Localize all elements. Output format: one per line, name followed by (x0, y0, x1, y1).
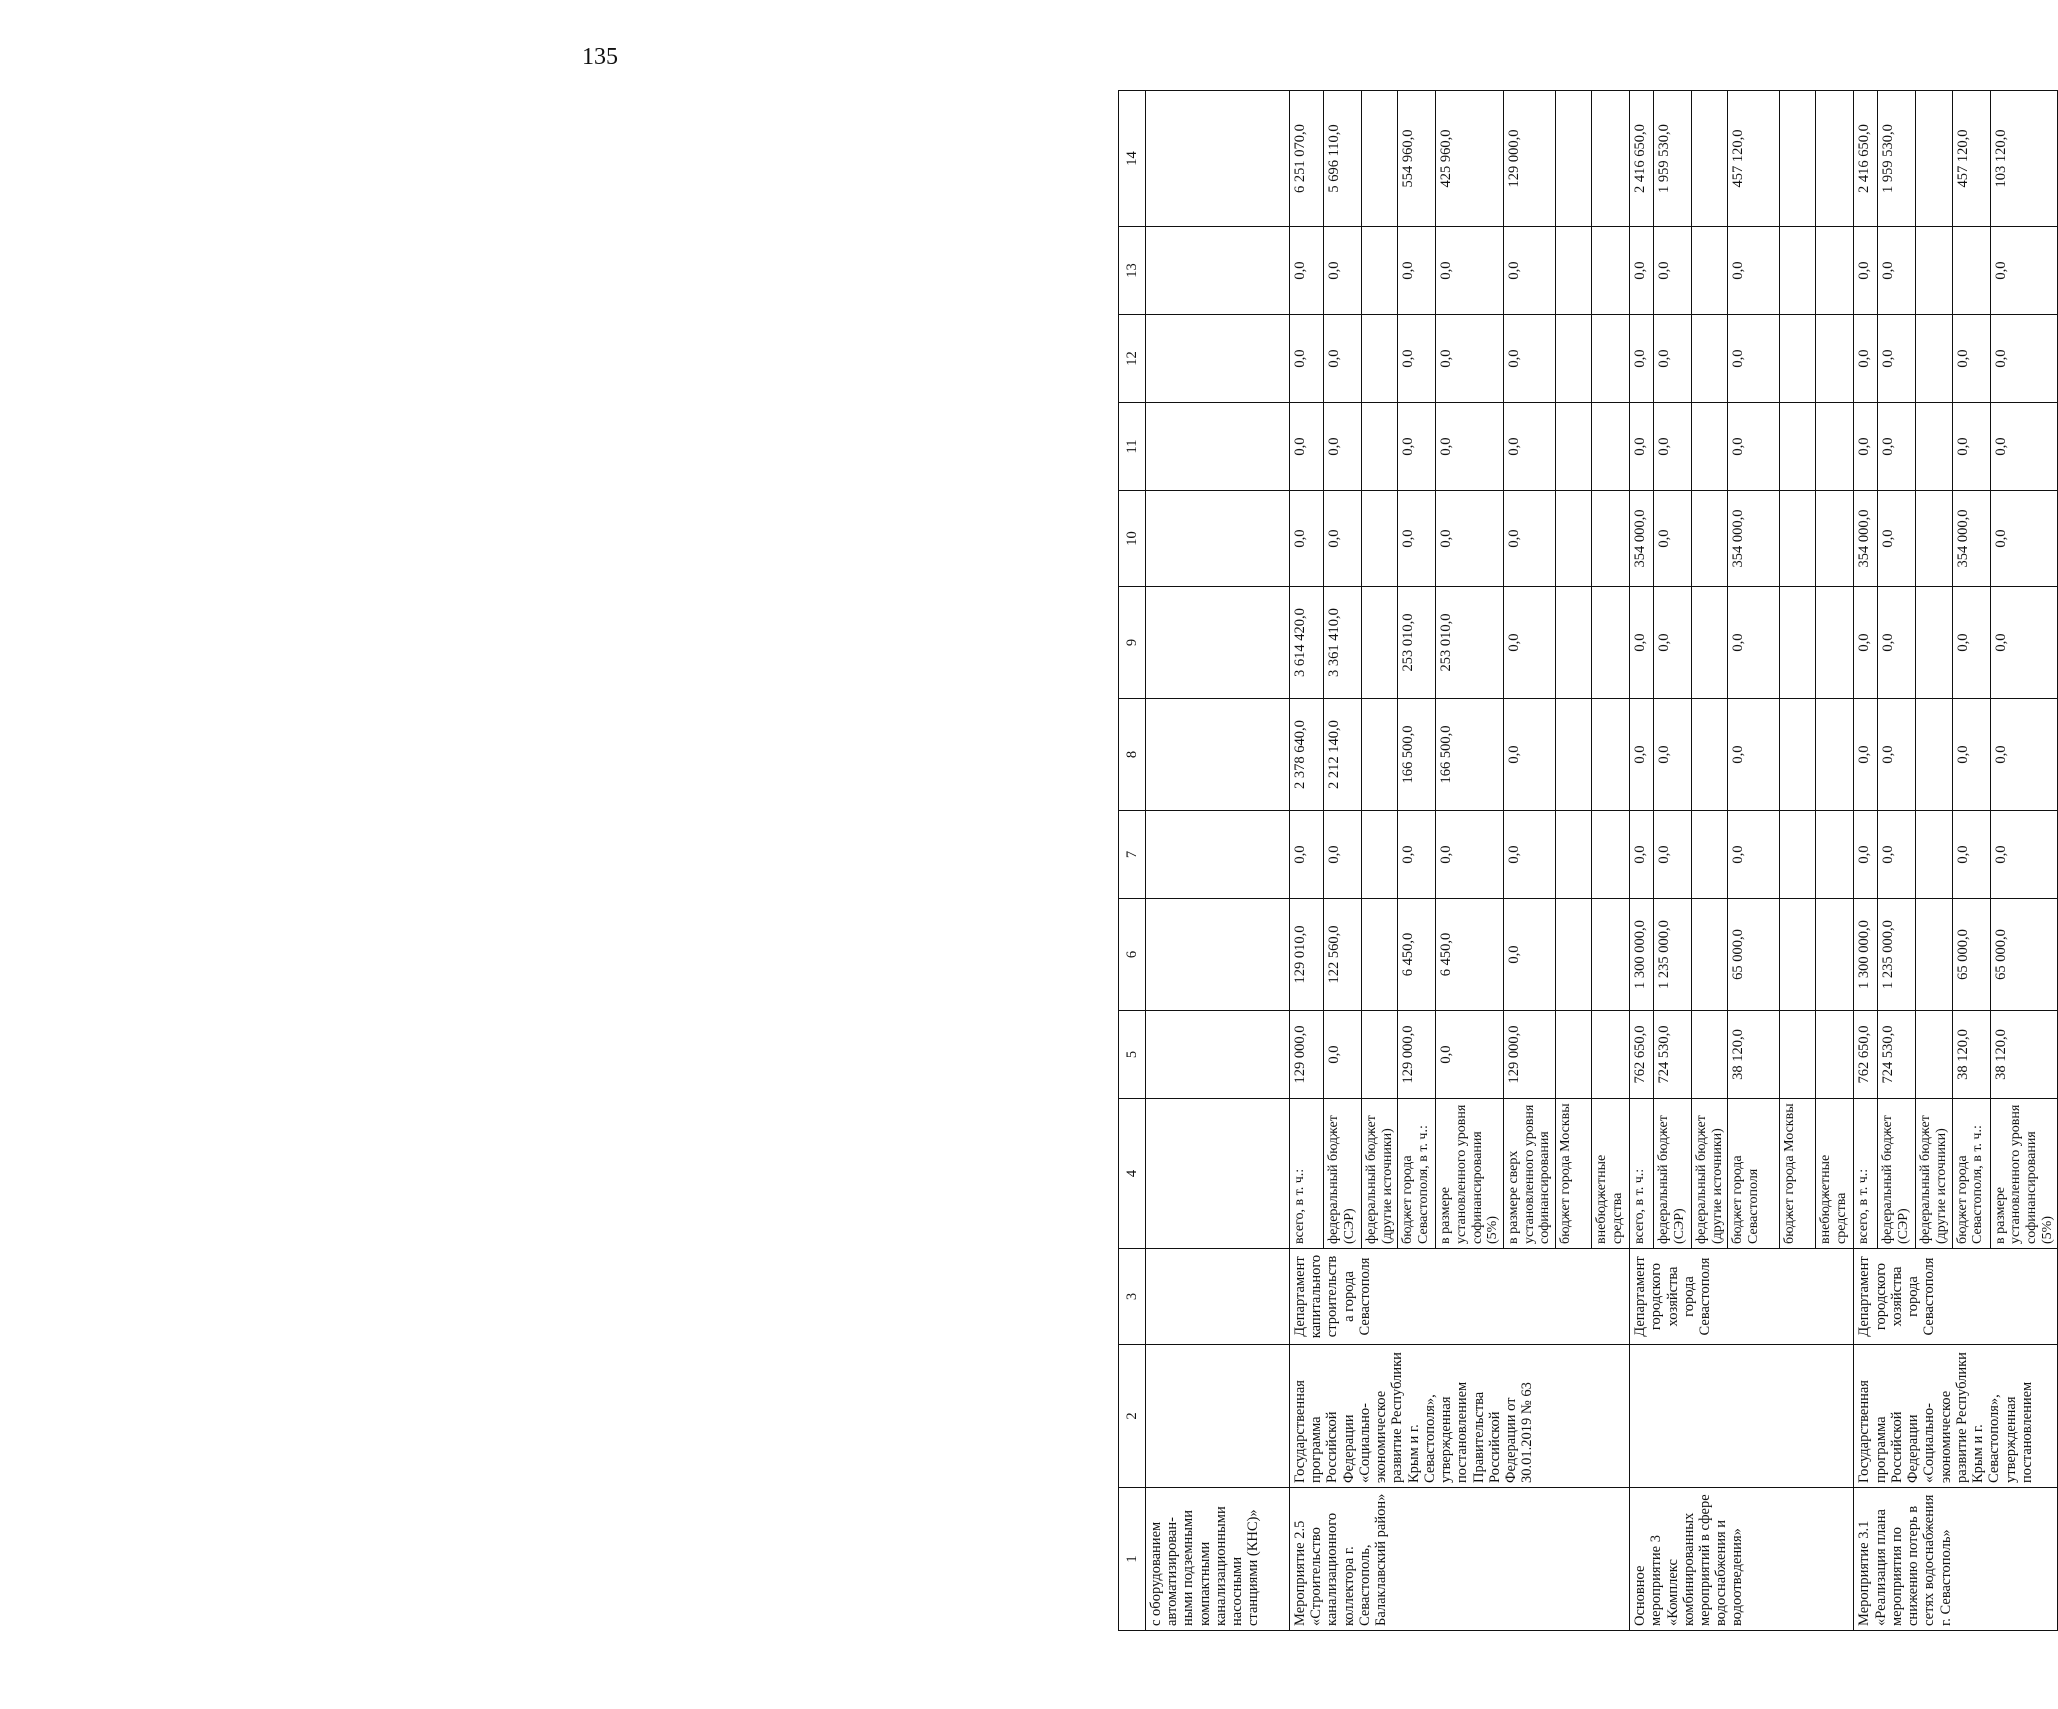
total-value-cell: 554 960,0 (1398, 91, 1436, 227)
value-cell (1816, 811, 1854, 899)
value-cell (1362, 699, 1398, 811)
value-cell: 0,0 (1630, 315, 1654, 403)
value-cell (1916, 1011, 1952, 1099)
value-cell (1592, 491, 1630, 587)
value-cell: 3 614 420,0 (1290, 587, 1324, 699)
value-cell (1592, 1011, 1630, 1099)
value-cell (1916, 491, 1952, 587)
value-cell: 0,0 (1654, 699, 1692, 811)
value-cell: 1 300 000,0 (1854, 899, 1878, 1011)
funding-source-label: бюджет города Севастополя, в т. ч.: (1398, 1099, 1436, 1249)
value-cell: 0,0 (1504, 587, 1556, 699)
value-cell: 0,0 (1654, 587, 1692, 699)
value-cell: 65 000,0 (1728, 899, 1780, 1011)
col-header-4: 4 (1119, 1099, 1146, 1249)
total-value-cell: 5 696 110,0 (1324, 91, 1362, 227)
measure-2-5-group (1290, 91, 1630, 1631)
value-cell (1362, 403, 1398, 491)
value-cell (1592, 403, 1630, 491)
value-cell: 0,0 (1324, 1011, 1362, 1099)
value-cell (1592, 811, 1630, 899)
value-cell (1916, 315, 1952, 403)
table-row (1290, 91, 1324, 1631)
funding-source-label: федеральный бюджет (СЭР) (1654, 1099, 1692, 1249)
value-cell: 122 560,0 (1324, 899, 1362, 1011)
col-header-11: 11 (1119, 403, 1146, 491)
continuation-empty-cell (1146, 1345, 1290, 1488)
value-cell: 0,0 (1398, 491, 1436, 587)
value-cell (1816, 899, 1854, 1011)
total-value-cell (1692, 91, 1728, 227)
value-cell: 0,0 (1630, 587, 1654, 699)
total-value-cell (1816, 91, 1854, 227)
continuation-empty-cell (1146, 491, 1290, 587)
value-cell (1916, 699, 1952, 811)
value-cell: 0,0 (1990, 587, 2058, 699)
value-cell: 1 300 000,0 (1630, 899, 1654, 1011)
value-cell (1916, 899, 1952, 1011)
funding-source-label: всего, в т. ч.: (1630, 1099, 1654, 1249)
value-cell: 0,0 (1504, 403, 1556, 491)
value-cell (1816, 1011, 1854, 1099)
value-cell (1692, 227, 1728, 315)
value-cell: 129 010,0 (1290, 899, 1324, 1011)
funding-source-label: в размере установленного уровня софинансирования (5%) (1436, 1099, 1504, 1249)
measure-name-cell: Мероприятие 2.5 «Строительство канализационного коллектора г. Севастополь, Балаклавский район» (1290, 1488, 1630, 1631)
continuation-empty-cell (1146, 587, 1290, 699)
responsible-cell: Департамент капитального строительства города Севастополя (1290, 1249, 1630, 1345)
value-cell: 0,0 (1436, 227, 1504, 315)
value-cell: 354 000,0 (1728, 491, 1780, 587)
funding-source-label: федеральный бюджет (СЭР) (1324, 1099, 1362, 1249)
value-cell: 0,0 (1290, 315, 1324, 403)
column-number-row (1119, 91, 1146, 1631)
value-cell: 0,0 (1504, 899, 1556, 1011)
value-cell (1816, 699, 1854, 811)
value-cell: 0,0 (1878, 699, 1916, 811)
value-cell: 0,0 (1878, 811, 1916, 899)
total-value-cell (1780, 91, 1816, 227)
table-row (1854, 91, 1878, 1631)
total-value-cell: 129 000,0 (1504, 91, 1556, 227)
value-cell: 0,0 (1398, 811, 1436, 899)
col-header-2: 2 (1119, 1345, 1146, 1488)
value-cell: 0,0 (1504, 315, 1556, 403)
value-cell (1816, 227, 1854, 315)
value-cell: 0,0 (1654, 491, 1692, 587)
funding-source-label: бюджет города Москвы (1556, 1099, 1592, 1249)
continuation-row (1146, 91, 1290, 1631)
value-cell: 0,0 (1654, 315, 1692, 403)
value-cell (1556, 403, 1592, 491)
value-cell: 354 000,0 (1952, 491, 1990, 587)
funding-source-label: бюджет города Севастополя (1728, 1099, 1780, 1249)
value-cell (1952, 227, 1990, 315)
value-cell: 0,0 (1504, 699, 1556, 811)
value-cell (1556, 587, 1592, 699)
col-header-14: 14 (1119, 91, 1146, 227)
value-cell: 0,0 (1878, 587, 1916, 699)
value-cell: 0,0 (1728, 811, 1780, 899)
value-cell: 354 000,0 (1854, 491, 1878, 587)
value-cell: 166 500,0 (1436, 699, 1504, 811)
measure-3-1-group (1854, 91, 2058, 1631)
value-cell: 0,0 (1728, 587, 1780, 699)
value-cell: 0,0 (1398, 227, 1436, 315)
value-cell (1556, 1011, 1592, 1099)
col-header-7: 7 (1119, 811, 1146, 899)
value-cell (1362, 811, 1398, 899)
value-cell (1692, 315, 1728, 403)
measure-name-cell: Мероприятие 3.1 «Реализация плана мероприятия по снижению потерь в сетях водоснабжения г. Севастополь» (1854, 1488, 2058, 1631)
value-cell (1780, 491, 1816, 587)
page-number: 135 (582, 44, 618, 70)
value-cell: 0,0 (1990, 227, 2058, 315)
value-cell: 0,0 (1504, 491, 1556, 587)
continuation-empty-cell (1146, 1099, 1290, 1249)
col-header-9: 9 (1119, 587, 1146, 699)
total-value-cell: 103 120,0 (1990, 91, 2058, 227)
col-header-5: 5 (1119, 1011, 1146, 1099)
value-cell: 0,0 (1854, 315, 1878, 403)
funding-source-label: федеральный бюджет (другие источники) (1362, 1099, 1398, 1249)
value-cell (1780, 699, 1816, 811)
value-cell: 38 120,0 (1990, 1011, 2058, 1099)
col-header-1: 1 (1119, 1488, 1146, 1631)
value-cell: 0,0 (1290, 811, 1324, 899)
value-cell: 0,0 (1854, 227, 1878, 315)
funding-source-label: федеральный бюджет (СЭР) (1878, 1099, 1916, 1249)
value-cell: 0,0 (1854, 699, 1878, 811)
funding-source-label: в размере установленного уровня софинансирования (5%) (1990, 1099, 2058, 1249)
value-cell: 129 000,0 (1290, 1011, 1324, 1099)
value-cell: 0,0 (1436, 315, 1504, 403)
col-header-10: 10 (1119, 491, 1146, 587)
total-value-cell: 425 960,0 (1436, 91, 1504, 227)
value-cell (1692, 491, 1728, 587)
value-cell: 0,0 (1290, 227, 1324, 315)
value-cell (1816, 403, 1854, 491)
continuation-empty-cell (1146, 811, 1290, 899)
value-cell: 0,0 (1436, 491, 1504, 587)
value-cell: 724 530,0 (1878, 1011, 1916, 1099)
value-cell (1916, 403, 1952, 491)
value-cell: 762 650,0 (1854, 1011, 1878, 1099)
value-cell (1592, 227, 1630, 315)
value-cell: 129 000,0 (1504, 1011, 1556, 1099)
continuation-empty-cell (1146, 315, 1290, 403)
value-cell: 0,0 (1728, 227, 1780, 315)
value-cell: 0,0 (1952, 587, 1990, 699)
total-value-cell: 2 416 650,0 (1630, 91, 1654, 227)
total-value-cell: 457 120,0 (1728, 91, 1780, 227)
continuation-empty-cell (1146, 899, 1290, 1011)
value-cell: 0,0 (1630, 403, 1654, 491)
continuation-empty-cell (1146, 91, 1290, 227)
value-cell (1592, 587, 1630, 699)
funding-source-label: федеральный бюджет (другие источники) (1916, 1099, 1952, 1249)
value-cell (1692, 403, 1728, 491)
main-measure-3-group (1630, 91, 1854, 1631)
value-cell (1556, 491, 1592, 587)
value-cell: 0,0 (1630, 811, 1654, 899)
value-cell: 0,0 (1324, 315, 1362, 403)
value-cell: 0,0 (1324, 491, 1362, 587)
program-cell: Государственная программа Российской Федерации «Социально-экономическое развитие Республики Крым и г. Севастополя», утвержденная постановлением Правительства Российской Федерации от 30.01.2019 № 63 (1290, 1345, 1630, 1488)
value-cell (1780, 587, 1816, 699)
value-cell: 0,0 (1952, 315, 1990, 403)
value-cell (1362, 227, 1398, 315)
value-cell: 0,0 (1952, 811, 1990, 899)
value-cell (1780, 315, 1816, 403)
value-cell (1556, 227, 1592, 315)
value-cell: 0,0 (1854, 587, 1878, 699)
value-cell: 0,0 (1952, 403, 1990, 491)
value-cell (1556, 811, 1592, 899)
value-cell (1692, 899, 1728, 1011)
value-cell: 724 530,0 (1654, 1011, 1692, 1099)
value-cell: 253 010,0 (1398, 587, 1436, 699)
value-cell: 0,0 (1436, 811, 1504, 899)
value-cell: 0,0 (1324, 811, 1362, 899)
value-cell: 6 450,0 (1398, 899, 1436, 1011)
value-cell: 2 212 140,0 (1324, 699, 1362, 811)
value-cell (1916, 811, 1952, 899)
col-header-12: 12 (1119, 315, 1146, 403)
value-cell (1362, 315, 1398, 403)
value-cell (1692, 587, 1728, 699)
value-cell: 0,0 (1878, 227, 1916, 315)
value-cell (1780, 403, 1816, 491)
value-cell: 3 361 410,0 (1324, 587, 1362, 699)
value-cell: 0,0 (1654, 811, 1692, 899)
value-cell (1362, 899, 1398, 1011)
total-value-cell (1916, 91, 1952, 227)
continuation-empty-cell (1146, 699, 1290, 811)
total-value-cell: 457 120,0 (1952, 91, 1990, 227)
value-cell: 0,0 (1878, 491, 1916, 587)
value-cell: 0,0 (1854, 811, 1878, 899)
funding-source-label: всего, в т. ч.: (1854, 1099, 1878, 1249)
value-cell: 65 000,0 (1990, 899, 2058, 1011)
continuation-text: с оборудованием автоматизирован-ными подземными компактными канализационными насосными станциями (КНС)» (1146, 1488, 1290, 1631)
value-cell (1816, 587, 1854, 699)
value-cell: 166 500,0 (1398, 699, 1436, 811)
value-cell: 38 120,0 (1952, 1011, 1990, 1099)
funding-source-label: в размере сверх установленного уровня софинансирования (1504, 1099, 1556, 1249)
col-header-6: 6 (1119, 899, 1146, 1011)
value-cell (1692, 1011, 1728, 1099)
value-cell (1362, 587, 1398, 699)
value-cell: 0,0 (1990, 315, 2058, 403)
value-cell (1592, 315, 1630, 403)
total-value-cell (1362, 91, 1398, 227)
value-cell: 1 235 000,0 (1878, 899, 1916, 1011)
value-cell: 0,0 (1324, 403, 1362, 491)
continuation-empty-cell (1146, 403, 1290, 491)
value-cell: 0,0 (1728, 403, 1780, 491)
value-cell (1780, 1011, 1816, 1099)
value-cell (1816, 315, 1854, 403)
value-cell: 0,0 (1854, 403, 1878, 491)
value-cell (1556, 899, 1592, 1011)
value-cell: 0,0 (1290, 491, 1324, 587)
program-cell: Государственная программа Российской Федерации «Социально-экономическое развитие Республики Крым и г. Севастополя», утвержденная постановлением (1854, 1345, 2058, 1488)
value-cell: 0,0 (1728, 315, 1780, 403)
value-cell: 0,0 (1290, 403, 1324, 491)
col-header-3: 3 (1119, 1249, 1146, 1345)
value-cell: 0,0 (1324, 227, 1362, 315)
value-cell (1816, 491, 1854, 587)
value-cell: 0,0 (1990, 491, 2058, 587)
funding-source-label: федеральный бюджет (другие источники) (1692, 1099, 1728, 1249)
value-cell (1916, 227, 1952, 315)
value-cell: 0,0 (1654, 403, 1692, 491)
value-cell: 65 000,0 (1952, 899, 1990, 1011)
value-cell (1556, 699, 1592, 811)
value-cell: 762 650,0 (1630, 1011, 1654, 1099)
value-cell: 6 450,0 (1436, 899, 1504, 1011)
value-cell: 0,0 (1952, 699, 1990, 811)
value-cell: 38 120,0 (1728, 1011, 1780, 1099)
table-row (1630, 91, 1654, 1631)
value-cell (1916, 587, 1952, 699)
value-cell: 0,0 (1990, 403, 2058, 491)
value-cell: 354 000,0 (1630, 491, 1654, 587)
funding-source-label: бюджет города Севастополя, в т. ч.: (1952, 1099, 1990, 1249)
value-cell (1692, 811, 1728, 899)
program-cell (1630, 1345, 1854, 1488)
value-cell: 0,0 (1630, 227, 1654, 315)
total-value-cell (1592, 91, 1630, 227)
value-cell: 2 378 640,0 (1290, 699, 1324, 811)
value-cell: 0,0 (1436, 1011, 1504, 1099)
continuation-empty-cell (1146, 227, 1290, 315)
value-cell (1780, 811, 1816, 899)
measure-name-cell: Основное мероприятие 3 «Комплекс комбинированных мероприятий в сфере водоснабжения и водоотведения» (1630, 1488, 1854, 1631)
value-cell (1592, 699, 1630, 811)
continuation-empty-cell (1146, 1011, 1290, 1099)
value-cell: 0,0 (1630, 699, 1654, 811)
funding-source-label: всего, в т. ч.: (1290, 1099, 1324, 1249)
value-cell (1592, 899, 1630, 1011)
col-header-13: 13 (1119, 227, 1146, 315)
rotated-table-container (1118, 90, 2058, 1631)
value-cell (1780, 899, 1816, 1011)
value-cell (1556, 315, 1592, 403)
value-cell (1780, 227, 1816, 315)
value-cell: 0,0 (1990, 811, 2058, 899)
continuation-empty-cell (1146, 1249, 1290, 1345)
col-header-8: 8 (1119, 699, 1146, 811)
value-cell (1692, 699, 1728, 811)
total-value-cell: 6 251 070,0 (1290, 91, 1324, 227)
total-value-cell: 1 959 530,0 (1878, 91, 1916, 227)
value-cell: 129 000,0 (1398, 1011, 1436, 1099)
value-cell: 0,0 (1878, 403, 1916, 491)
value-cell: 253 010,0 (1436, 587, 1504, 699)
value-cell (1362, 491, 1398, 587)
total-value-cell: 1 959 530,0 (1654, 91, 1692, 227)
total-value-cell (1556, 91, 1592, 227)
value-cell: 0,0 (1504, 811, 1556, 899)
responsible-cell: Департамент городского хозяйства города Севастополя (1854, 1249, 2058, 1345)
funding-source-label: внебюджетные средства (1816, 1099, 1854, 1249)
value-cell: 0,0 (1504, 227, 1556, 315)
funding-source-label: внебюджетные средства (1592, 1099, 1630, 1249)
value-cell: 1 235 000,0 (1654, 899, 1692, 1011)
value-cell: 0,0 (1436, 403, 1504, 491)
value-cell: 0,0 (1654, 227, 1692, 315)
value-cell: 0,0 (1398, 315, 1436, 403)
value-cell (1362, 1011, 1398, 1099)
value-cell: 0,0 (1398, 403, 1436, 491)
value-cell: 0,0 (1728, 699, 1780, 811)
funding-source-label: бюджет города Москвы (1780, 1099, 1816, 1249)
value-cell: 0,0 (1878, 315, 1916, 403)
financing-table (1118, 90, 2058, 1631)
total-value-cell: 2 416 650,0 (1854, 91, 1878, 227)
value-cell: 0,0 (1990, 699, 2058, 811)
responsible-cell: Департамент городского хозяйства города Севастополя (1630, 1249, 1854, 1345)
